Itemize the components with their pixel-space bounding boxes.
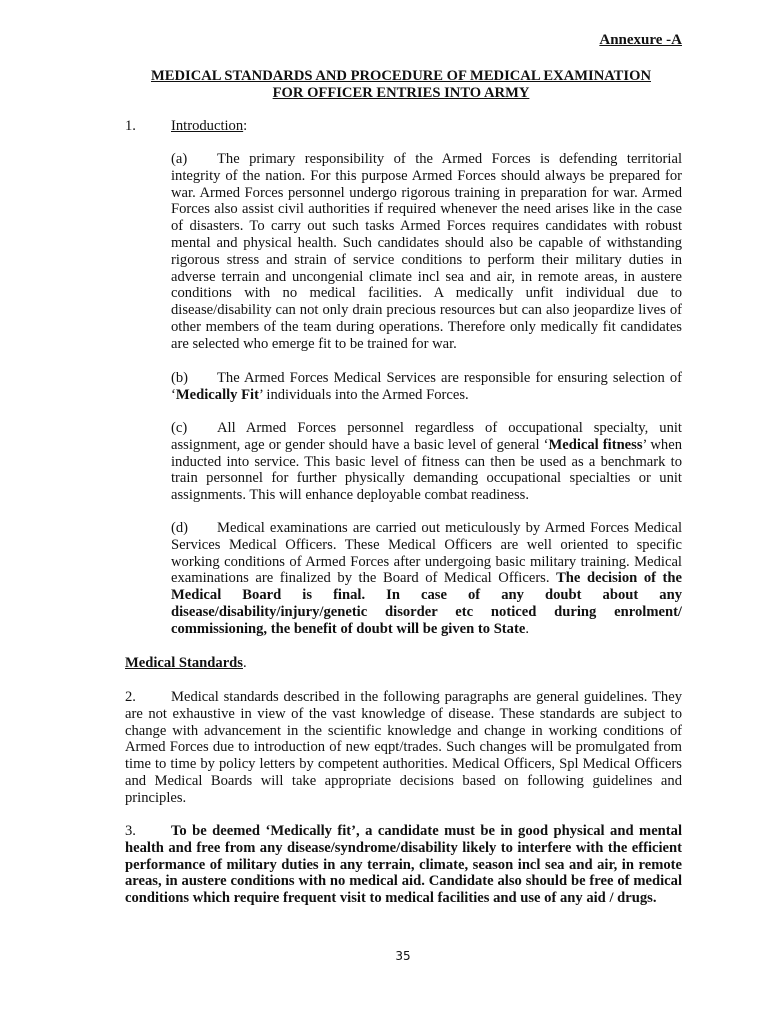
page-number: 35 bbox=[395, 949, 411, 963]
section-1-title-suffix: : bbox=[243, 118, 248, 134]
paragraph-1c-label: (c) bbox=[171, 420, 188, 436]
paragraph-3 bbox=[125, 823, 682, 907]
section-1-number: 1. bbox=[125, 118, 136, 134]
paragraph-1c bbox=[171, 420, 682, 504]
title-line-2: FOR OFFICER ENTRIES INTO ARMY bbox=[272, 85, 530, 101]
medical-standards-suffix: . bbox=[242, 655, 247, 671]
paragraph-1b-bold: Medically Fit bbox=[175, 386, 259, 403]
paragraph-1d-text-after: . bbox=[525, 620, 529, 637]
paragraph-2 bbox=[125, 689, 682, 807]
paragraph-1d-bold: The decision of the Medical Board is final. In case of any doubt about any disease/disability/injury/genetic disorder etc noticed during enrolment/ commissioning, the benefit of doubt will be given to State bbox=[171, 570, 683, 637]
paragraph-1c-bold: Medical fitness bbox=[548, 436, 643, 453]
paragraph-1b bbox=[171, 370, 682, 404]
paragraph-1b-label: (b) bbox=[171, 370, 189, 386]
medical-standards-heading bbox=[125, 655, 247, 672]
paragraph-1a-label: (a) bbox=[171, 151, 188, 167]
section-1-title: Introduction bbox=[171, 118, 244, 134]
paragraph-1a-text: The primary responsibility of the Armed Forces is defending territorial integrity of the nation. For this purpose Armed Forces should always be prepared for war. Armed Forces personnel undergo rigorous training in preparation for war. Armed Forces also assist civil authorities if required whenever the need arises like in the case of disasters. To carry out such tasks Armed Forces requires candidates with robust mental and physical health. Such candidates should also be capable of withstanding rigorous stress and strain of service conditions to perform their military duties in adverse terrain and uncongenial climate incl sea and air, in remote areas, in austere conditions with no medical facilities. A medically unfit individual due to disease/disability can not only drain precious resources but can also jeopardize lives of other members of the team during operations. Therefore only medically fit candidates are selected who emerge fit to be trained for war. bbox=[171, 151, 682, 352]
paragraph-1a bbox=[171, 151, 682, 353]
paragraph-1d bbox=[171, 520, 682, 638]
paragraph-3-text: To be deemed ‘Medically fit’, a candidate must be in good physical and mental health and free from any disease/syndrome/disability likely to interfere with the efficient performance of military duties in any terrain, climate, season incl sea and air, in remote areas, in austere conditions with no medical aid. Candidate also should be free of medical conditions which require frequent visit to medical facilities and use of any aid / drugs. bbox=[125, 823, 682, 907]
section-1-heading bbox=[125, 118, 725, 135]
title-line-1: MEDICAL STANDARDS AND PROCEDURE OF MEDICAL EXAMINATION bbox=[150, 68, 651, 84]
medical-standards-title: Medical Standards bbox=[125, 655, 243, 671]
paragraph-1c-text-after: ’ when inducted into service. This basic level of fitness can then be used as a benchmark to train personnel for further physically demanding occupational specialties or unit assignments. This will enhance deployable combat readiness. bbox=[171, 436, 682, 504]
paragraph-1b-text: The Armed Forces Medical Services are responsible for ensuring selection of ‘ bbox=[171, 370, 682, 403]
page-title bbox=[110, 68, 692, 102]
annexure-label: Annexure -A bbox=[599, 32, 682, 48]
paragraph-1d-label: (d) bbox=[171, 520, 189, 536]
paragraph-3-number: 3. bbox=[125, 823, 136, 839]
paragraph-1d-text: Medical examinations are carried out meticulously by Armed Forces Medical Services Medical Officers. These Medical Officers are well oriented to specific working conditions of Armed Forces after undergoing basic military training. Medical examinations are finalized by the Board of Medical Officers. bbox=[171, 520, 682, 587]
paragraph-1c-text: All Armed Forces personnel regardless of occupational specialty, unit assignment, age or gender should have a basic level of general ‘ bbox=[171, 420, 682, 453]
paragraph-1b-text-after: ’ individuals into the Armed Forces. bbox=[258, 386, 469, 403]
paragraph-2-number: 2. bbox=[125, 689, 136, 705]
paragraph-2-text: Medical standards described in the following paragraphs are general guidelines. They are not exhaustive in view of the vast knowledge of disease. These standards are subject to change with advancement in the scientific knowledge and change in working conditions of Armed Forces due to introduction of new eqpt/trades. Such changes will be promulgated from time to time by policy letters by competent authorities. Medical Officers, Spl Medical Officers and Medical Boards will take appropriate decisions based on following guidelines and principles. bbox=[125, 689, 682, 806]
